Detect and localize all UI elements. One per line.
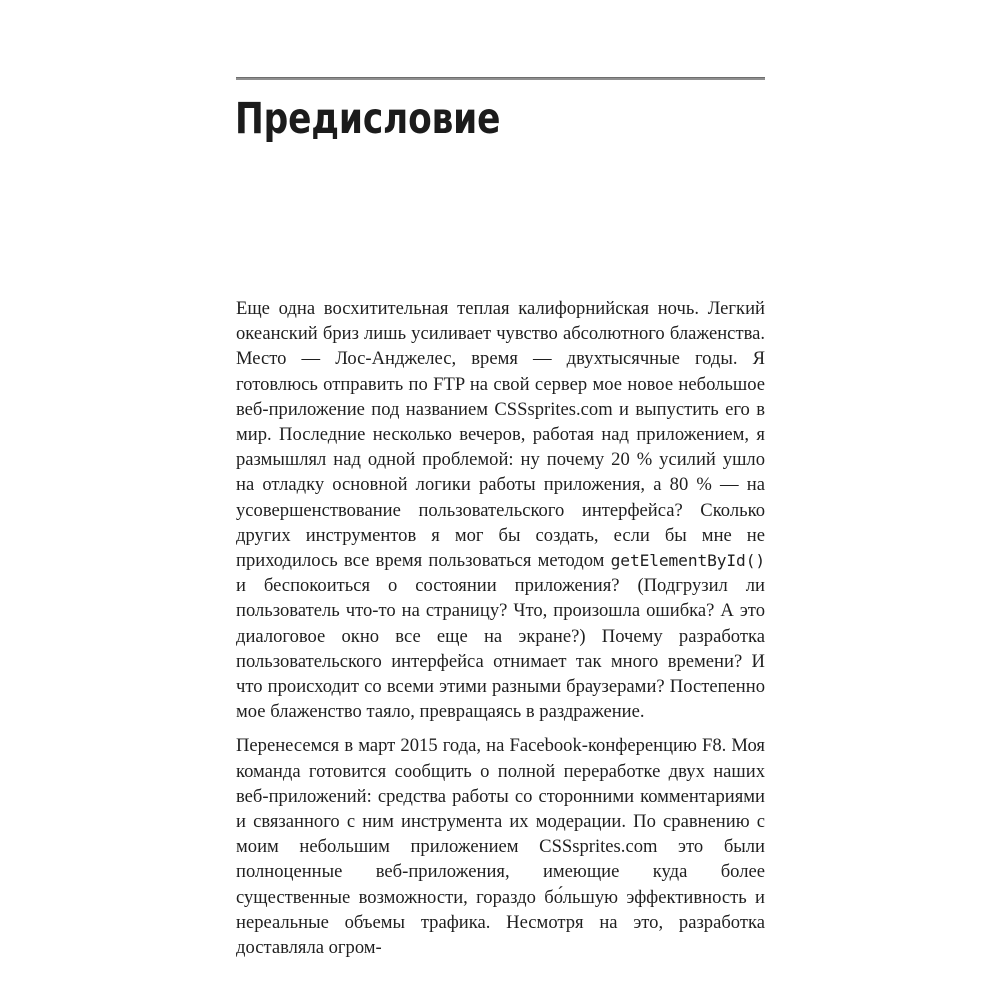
paragraph-1-text-after-code: и беспокоиться о состоянии приложения? (Подгрузил ли пользователь что-то на страницу? Что, произошла ошибка? А это диалоговое окно все еще на экране?) Почему разработка пользовательского интерфейса отнимает так много времени? И что происходит со всеми этими разными браузерами? Постепенно мое блаженство таяло, превращаясь в раздражение. (236, 575, 765, 723)
paragraph-2: Перенесемся в март 2015 года, на Facebook-конференцию F8. Моя команда готовится сообщить о полной переработке двух наших веб-приложений: средства работы со сторонними комментариями и связанного с ним инструмента их модерации. По сравнению с моим небольшим приложением CSSsprites.com это были полноценные веб-приложения, имеющие куда более существенные возможности, гораздо бо́льшую эффективность и нереальные объемы трафика. Несмотря на это, разработка доставляла огром- (236, 735, 765, 959)
body-text-column (236, 296, 765, 960)
paragraph-1-text-before-code: Еще одна восхитительная теплая калифорнийская ночь. Легкий океанский бриз лишь усиливает чувство абсолютного блаженства. Место — Лос-Анджелес, время — двухтысячные годы. Я готовлюсь отправить по FTP на свой сервер мое новое небольшое веб-приложение под названием CSSsprites.com и выпустить его в мир. Последние несколько вечеров, работая над приложением, я размышлял над одной проблемой: ну почему 20 % усилий ушло на отладку основной логики работы приложения, а 80 % — на усовершенствование пользовательского интерфейса? Сколько других инструментов я мог бы создать, если бы мне не приходилось все время пользоваться методом (236, 298, 765, 572)
title-divider-rule (236, 77, 765, 80)
paragraph-1 (236, 296, 765, 724)
page-title: Предисловие (235, 94, 501, 144)
inline-code-get-element-by-id: getElementById() (610, 551, 765, 571)
